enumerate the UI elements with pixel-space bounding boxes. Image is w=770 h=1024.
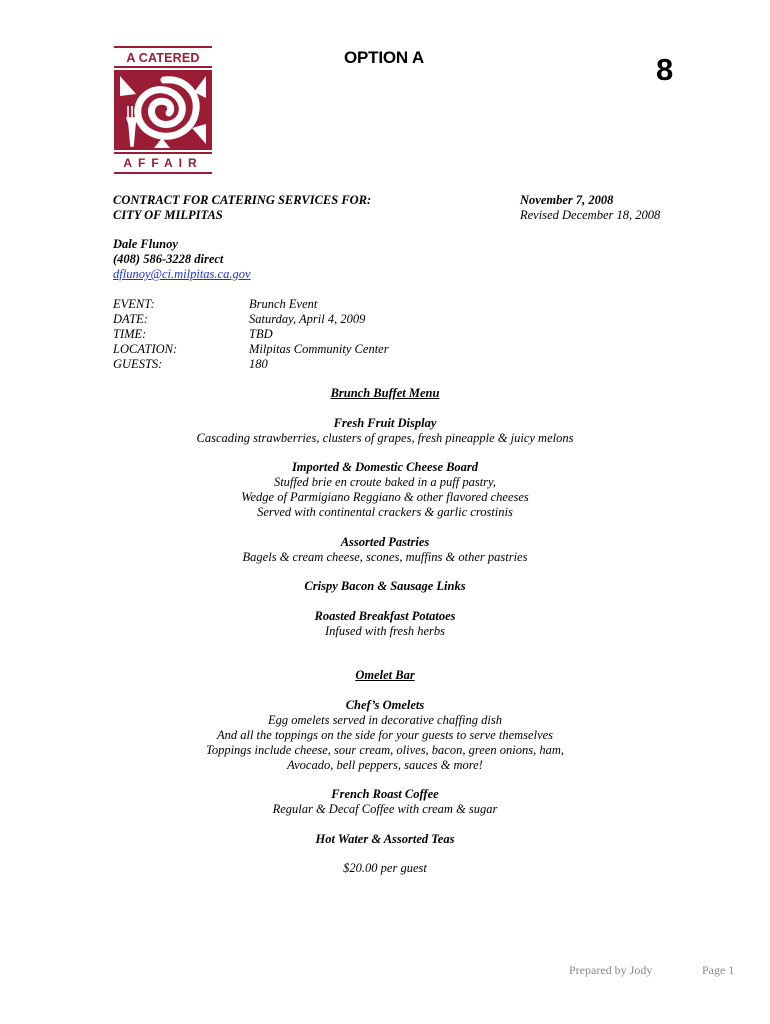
omelets-desc-3: Toppings include cheese, sour cream, olives, bacon, green onions, ham, (206, 743, 564, 757)
cheese-board-desc-1: Stuffed brie en croute baked in a puff pastry, (273, 475, 497, 489)
potatoes-desc: Infused with fresh herbs (324, 624, 446, 638)
contact-phone: (408) 586-3228 direct (113, 252, 224, 266)
cheese-board-desc-2: Wedge of Parmigiano Reggiano & other flavored cheeses (241, 490, 529, 504)
pastries-desc: Bagels & cream cheese, scones, muffins & other pastries (242, 550, 528, 564)
fruit-display-title: Fresh Fruit Display (333, 416, 437, 430)
time-label: TIME: (113, 327, 147, 341)
omelets-desc-1: Egg omelets served in decorative chaffing dish (268, 713, 502, 727)
event-label: EVENT: (113, 297, 155, 311)
location-label: LOCATION: (113, 342, 178, 356)
option-label: OPTION A (344, 48, 424, 67)
logo-top-text: A CATERED (126, 51, 200, 65)
omelet-bar-heading: Omelet Bar (355, 668, 415, 682)
contract-date: November 7, 2008 (520, 193, 614, 207)
guests-label: GUESTS: (113, 357, 163, 371)
bacon-sausage-title: Crispy Bacon & Sausage Links (304, 579, 466, 593)
cheese-board-title: Imported & Domestic Cheese Board (291, 460, 479, 474)
tea-title: Hot Water & Assorted Teas (315, 832, 455, 846)
contact-name: Dale Flunoy (113, 237, 178, 251)
guests-value: 180 (249, 357, 268, 371)
footer-page-number: Page 1 (702, 963, 735, 977)
contact-email-link[interactable]: dflunoy@ci.milpitas.ca.gov (113, 267, 251, 281)
price-per-guest: $20.00 per guest (343, 861, 427, 875)
location-value: Milpitas Community Center (249, 342, 389, 356)
page-number: 8 (656, 52, 674, 87)
cheese-board-desc-3: Served with continental crackers & garlic crostinis (257, 505, 513, 519)
pastries-title: Assorted Pastries (340, 535, 430, 549)
fruit-display-desc: Cascading strawberries, clusters of grapes, fresh pineapple & juicy melons (196, 431, 574, 445)
contract-title-line1: CONTRACT FOR CATERING SERVICES FOR: (113, 193, 372, 207)
event-value: Brunch Event (249, 297, 318, 311)
coffee-desc: Regular & Decaf Coffee with cream & sugar (272, 802, 498, 816)
date-value: Saturday, April 4, 2009 (249, 312, 366, 326)
omelets-desc-2: And all the toppings on the side for your guests to serve themselves (216, 728, 554, 742)
contract-revised-date: Revised December 18, 2008 (520, 208, 661, 222)
omelets-title: Chef’s Omelets (345, 698, 425, 712)
brunch-menu-heading: Brunch Buffet Menu (330, 386, 440, 400)
logo-bottom-text: AFFAIR (123, 156, 203, 170)
date-label: DATE: (113, 312, 148, 326)
omelets-desc-4: Avocado, bell peppers, sauces & more! (287, 758, 483, 772)
potatoes-title: Roasted Breakfast Potatoes (314, 609, 456, 623)
time-value: TBD (249, 327, 273, 341)
footer-prepared-by: Prepared by Jody (569, 963, 653, 977)
contract-title-line2: CITY OF MILPITAS (113, 208, 223, 222)
coffee-title: French Roast Coffee (331, 787, 439, 801)
